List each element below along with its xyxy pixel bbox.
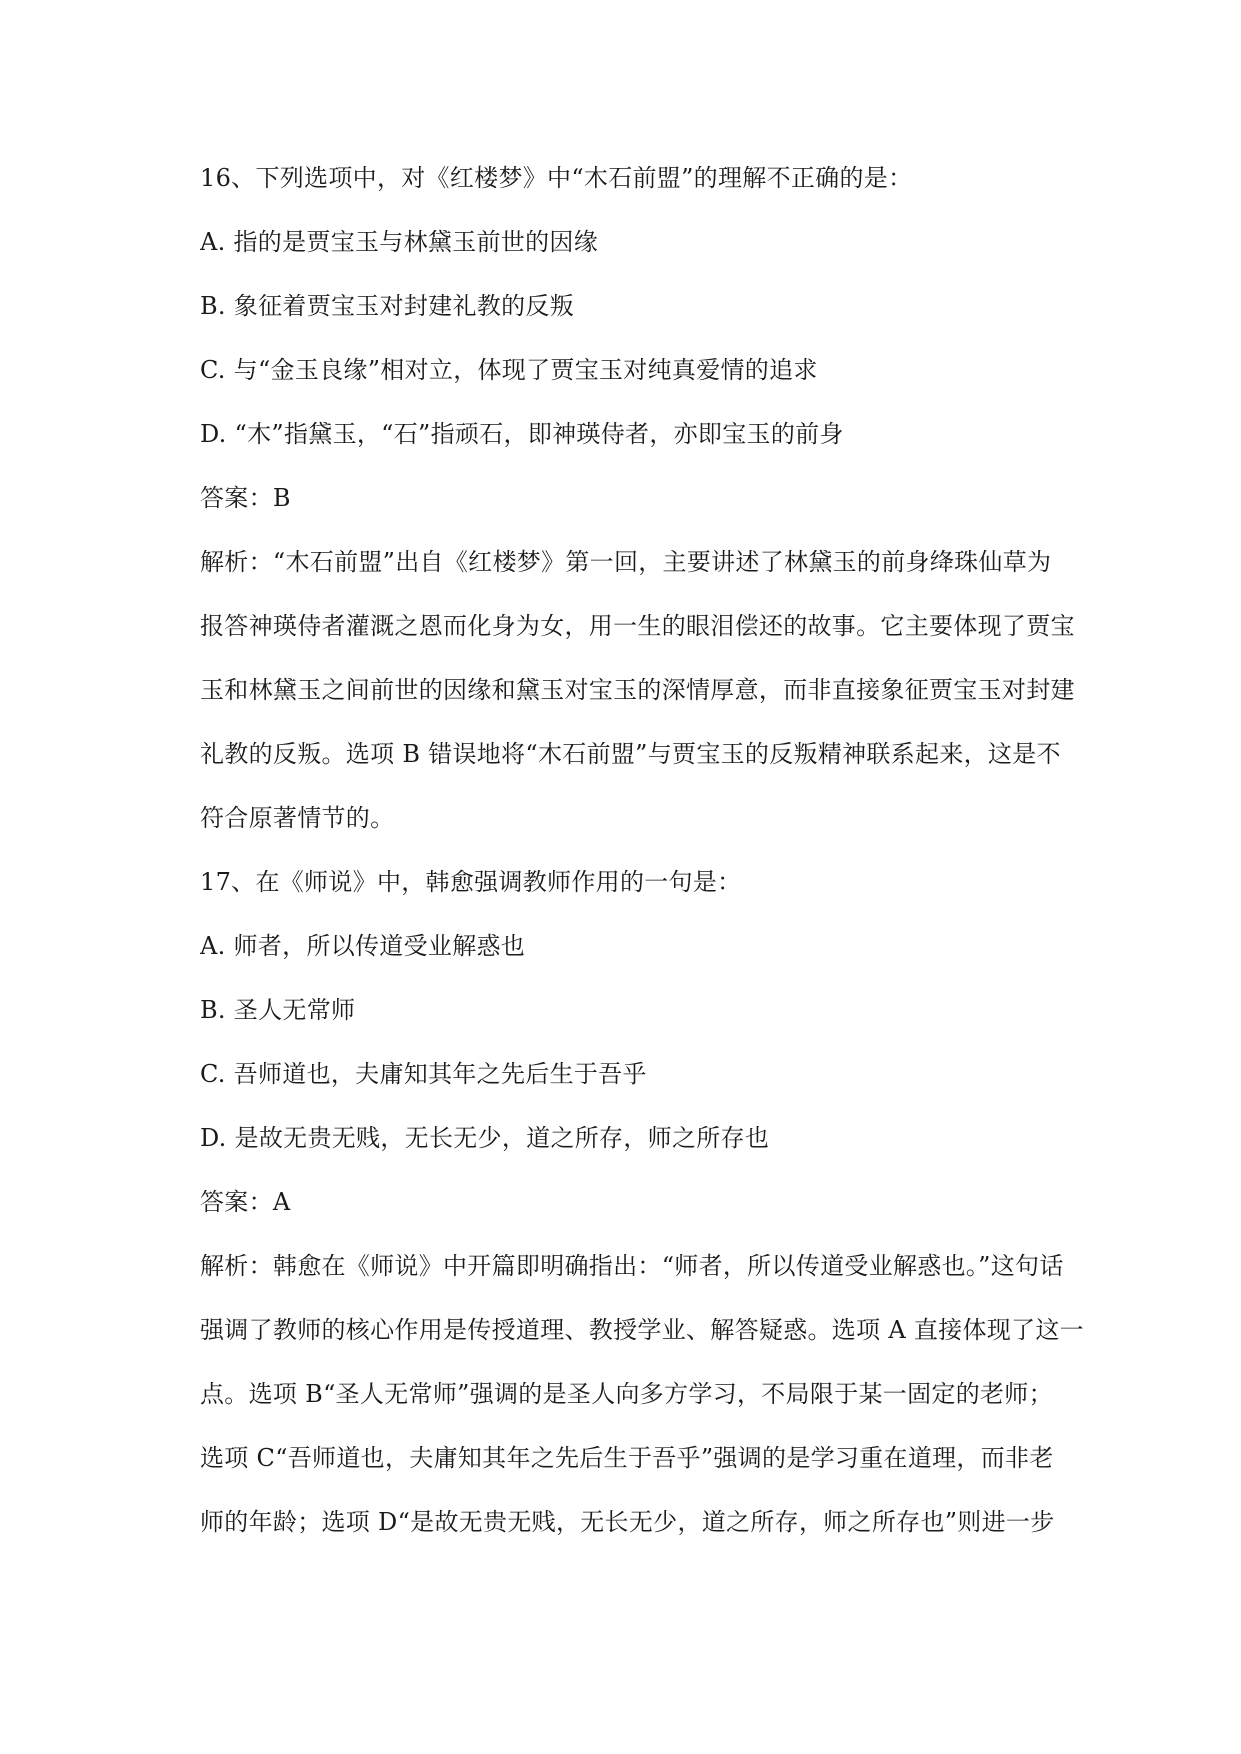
question-17-stem: 17、在《师说》中，韩愈强调教师作用的一句是： bbox=[200, 868, 742, 896]
question-16-answer: 答案：B bbox=[200, 484, 291, 512]
question-16-stem: 16、下列选项中，对《红楼梦》中“木石前盟”的理解不正确的是： bbox=[200, 164, 913, 192]
question-16-analysis-line: 玉和林黛玉之间前世的因缘和黛玉对宝玉的深情厚意，而非直接象征贾宝玉对封建 bbox=[200, 676, 1075, 704]
question-17-option-b: B. 圣人无常师 bbox=[200, 996, 356, 1024]
question-16-analysis-line: 报答神瑛侍者灌溉之恩而化身为女，用一生的眼泪偿还的故事。它主要体现了贾宝 bbox=[200, 612, 1075, 640]
question-16-option-c: C. 与“金玉良缘”相对立，体现了贾宝玉对纯真爱情的追求 bbox=[200, 356, 818, 384]
question-16-option-d: D. “木”指黛玉，“石”指顽石，即神瑛侍者，亦即宝玉的前身 bbox=[200, 420, 844, 448]
question-17-option-c: C. 吾师道也，夫庸知其年之先后生于吾乎 bbox=[200, 1060, 647, 1088]
question-17-analysis-line: 解析：韩愈在《师说》中开篇即明确指出：“师者，所以传道受业解惑也。”这句话 bbox=[200, 1252, 1064, 1280]
question-17-option-a: A. 师者，所以传道受业解惑也 bbox=[200, 932, 526, 960]
question-16-option-b: B. 象征着贾宝玉对封建礼教的反叛 bbox=[200, 292, 574, 320]
question-17-analysis-line: 点。选项 B“圣人无常师”强调的是圣人向多方学习，不局限于某一固定的老师； bbox=[200, 1380, 1053, 1408]
question-17-analysis-line: 强调了教师的核心作用是传授道理、教授学业、解答疑惑。选项 A 直接体现了这一 bbox=[200, 1316, 1084, 1344]
question-17-answer: 答案：A bbox=[200, 1188, 291, 1216]
question-17-analysis-line: 师的年龄；选项 D“是故无贵无贱，无长无少，道之所存，师之所存也”则进一步 bbox=[200, 1508, 1055, 1536]
document-body bbox=[200, 146, 1095, 1554]
question-16-analysis-line: 符合原著情节的。 bbox=[200, 804, 395, 832]
question-17-analysis-line: 选项 C“吾师道也，夫庸知其年之先后生于吾乎”强调的是学习重在道理，而非老 bbox=[200, 1444, 1054, 1472]
question-16-analysis-line: 解析：“木石前盟”出自《红楼梦》第一回，主要讲述了林黛玉的前身绛珠仙草为 bbox=[200, 548, 1052, 576]
question-17-option-d: D. 是故无贵无贱，无长无少，道之所存，师之所存也 bbox=[200, 1124, 770, 1152]
question-16-option-a: A. 指的是贾宝玉与林黛玉前世的因缘 bbox=[200, 228, 598, 256]
question-16-analysis-line: 礼教的反叛。选项 B 错误地将“木石前盟”与贾宝玉的反叛精神联系起来，这是不 bbox=[200, 740, 1061, 768]
